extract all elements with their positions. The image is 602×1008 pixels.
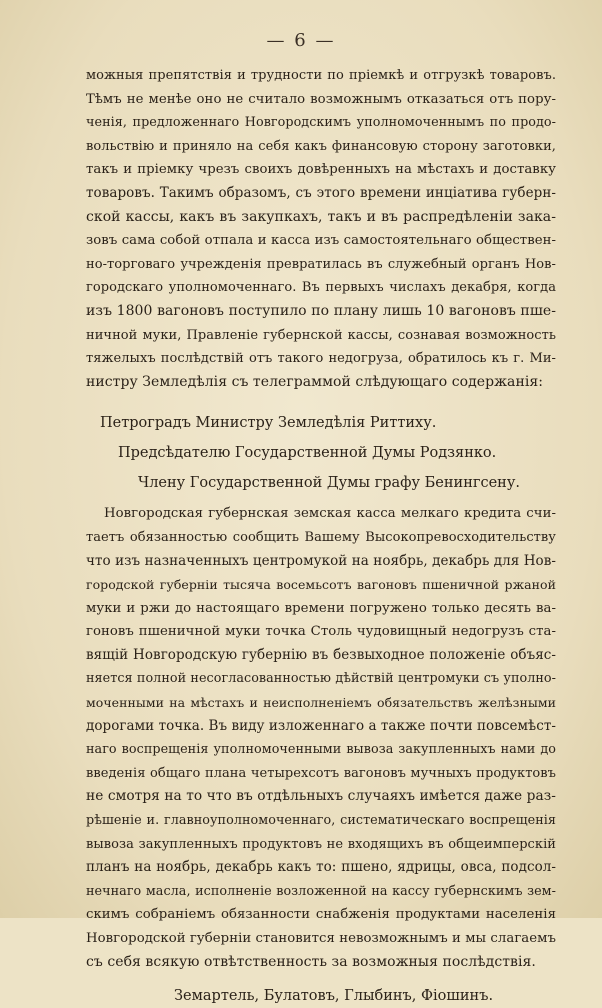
text-line: вящій Новгородскую губернію въ безвыходное положеніе объяс-: [86, 646, 556, 663]
text-line: няется полной несогласованностью дѣйствій центромуки съ уполно-: [86, 671, 556, 687]
text-line: съ себя всякую отвѣтственность за возможныя послѣдствія.: [86, 953, 536, 970]
text-line: скимъ собраніемъ обязанности снабженія продуктами населенія: [86, 907, 556, 923]
text-line: зовъ сама собой отпала и касса изъ самостоятельнаго обществен-: [86, 233, 556, 249]
signatures: Земартель, Булатовъ, Глыбинъ, Фіошинъ.: [174, 988, 494, 1005]
text-line: вольствію и приняло на себя какъ финансовую сторону заготовки,: [86, 138, 556, 154]
addressee-duma-member: Члену Государственной Думы графу Бенингсену.: [138, 475, 520, 492]
text-line: ской кассы, какъ въ закупкахъ, такъ и въ распредѣленіи зака-: [86, 208, 556, 225]
text-line: можныя препятствія и трудности по пріемкѣ и отгрузкѣ товаровъ.: [86, 68, 556, 83]
text-line: товаровъ. Такимъ образомъ, съ этого времени инціатива губерн-: [86, 184, 556, 201]
addressee-minister: Петроградъ Министру Земледѣлія Риттиху.: [100, 415, 437, 432]
text-line: муки и ржи до настоящаго времени погружено только десять ва-: [86, 600, 556, 616]
text-line: таетъ обязанностью сообщить Вашему Высокопревосходительству: [86, 529, 556, 545]
text-line: наго воспрещенія уполномоченными вывоза закупленныхъ нами до: [86, 742, 556, 758]
text-line: введенія общаго плана четырехсотъ вагоновъ мучныхъ продуктовъ: [86, 765, 556, 781]
text-line: изъ 1800 вагоновъ поступило по плану лишь 10 вагоновъ пше-: [86, 302, 556, 319]
text-line: моченными на мѣстахъ и неисполненіемъ обязательствъ желѣзными: [86, 695, 556, 711]
text-line: Новгородской губерніи становится невозможнымъ и мы слагаемъ: [86, 931, 556, 946]
text-line: ченія, предложеннаго Новгородскимъ уполномоченнымъ по продо-: [86, 115, 556, 131]
text-line: городской губерніи тысяча восемьсотъ вагоновъ пшеничной ржаной: [86, 577, 556, 593]
paragraph-2: [86, 502, 556, 974]
text-line: городскаго уполномоченнаго. Въ первыхъ числахъ декабря, когда: [86, 280, 556, 296]
text-line: Новгородская губернская земская касса мелкаго кредита счи-: [104, 506, 556, 522]
text-line: Тѣмъ не менѣе оно не считало возможнымъ отказаться отъ пору-: [86, 91, 556, 107]
text-line: ничной муки, Правленіе губернской кассы, сознавая возможность: [86, 327, 556, 343]
document-body: [86, 64, 556, 1008]
text-line: такъ и пріемку чрезъ своихъ довѣренныхъ на мѣстахъ и доставку: [86, 162, 556, 178]
text-line: вывоза закупленныхъ продуктовъ не входящихъ въ общеимперскій: [86, 836, 556, 852]
text-line: гоновъ пшеничной муки точка Столь чудовищный недогрузъ ста-: [86, 624, 556, 640]
page-number: — 6 —: [266, 30, 336, 51]
text-line: не смотря на то что въ отдѣльныхъ случаяхъ имѣется даже раз-: [86, 788, 556, 805]
text-line: нечнаго масла, исполненіе возложенной на кассу губернскимъ зем-: [86, 883, 556, 899]
paragraph-1: [86, 64, 556, 394]
text-line: что изъ назначенныхъ центромукой на ноябрь, декабрь для Нов-: [86, 552, 556, 569]
text-line: дорогами точка. Въ виду изложеннаго а также почти повсемѣст-: [86, 717, 556, 734]
text-line: планъ на ноябрь, декабрь какъ то: пшено, ядрицы, овса, подсол-: [86, 859, 556, 876]
addressee-duma-chairman: Предсѣдателю Государственной Думы Родзянко.: [118, 445, 497, 462]
text-line: но-торговаго учрежденія превратилась въ служебный органъ Нов-: [86, 256, 556, 272]
text-line: рѣшеніе и. главноуполномоченнаго, систематическаго воспрещенія: [86, 813, 556, 829]
text-line: тяжелыхъ послѣдствій отъ такого недогруза, обратилось къ г. Ми-: [86, 351, 556, 367]
text-line: нистру Земледѣлія съ телеграммой слѣдующаго содержанія:: [86, 373, 543, 390]
